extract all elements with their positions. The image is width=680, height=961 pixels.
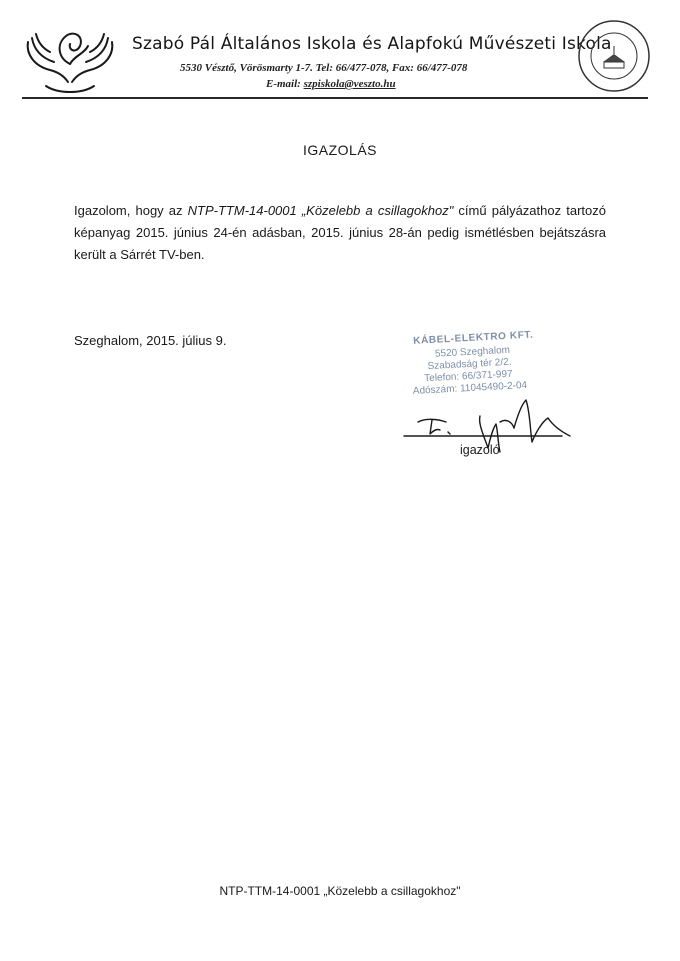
document-title: IGAZOLÁS	[302, 142, 378, 158]
letterhead-divider	[22, 97, 648, 99]
body-rest: című pályázathoz tartozó képanyag 2015. június 24-én adásban, 2015. június 28-án pedig ismétlésben bejátszásra került a Sárrét TV-ben.	[74, 203, 606, 262]
email-link[interactable]: szpiskola@veszto.hu	[303, 78, 396, 90]
signature-label: igazoló	[460, 443, 500, 457]
stamp-tax-id: Adószám: 11045490-2-04	[412, 379, 528, 397]
school-round-seal-icon	[576, 18, 652, 94]
body-intro: Igazolom, hogy az	[74, 203, 188, 218]
hands-with-flower-logo-icon	[24, 24, 116, 96]
stamp-city: 5520 Szeghalom	[434, 344, 511, 360]
school-email	[266, 78, 396, 90]
school-address: 5530 Vésztő, Vörösmarty 1-7. Tel: 66/477-078, Fax: 66/477-078	[180, 62, 468, 74]
email-prefix: E-mail:	[266, 78, 304, 90]
project-reference: NTP-TTM-14-0001 „Közelebb a csillagokhoz"	[187, 203, 454, 218]
place-and-date: Szeghalom, 2015. július 9.	[74, 333, 227, 348]
school-name: Szabó Pál Általános Iskola és Alapfokú Művészeti Iskola	[132, 34, 612, 54]
stamp-phone: Telefon: 66/371-997	[423, 368, 513, 385]
stamp-company: KÁBEL-ELEKTRO KFT.	[412, 329, 534, 347]
certification-body	[74, 200, 606, 266]
page-footer: NTP-TTM-14-0001 „Közelebb a csillagokhoz"	[219, 884, 461, 898]
stamp-street: Szabadság tér 2/2.	[427, 356, 512, 373]
